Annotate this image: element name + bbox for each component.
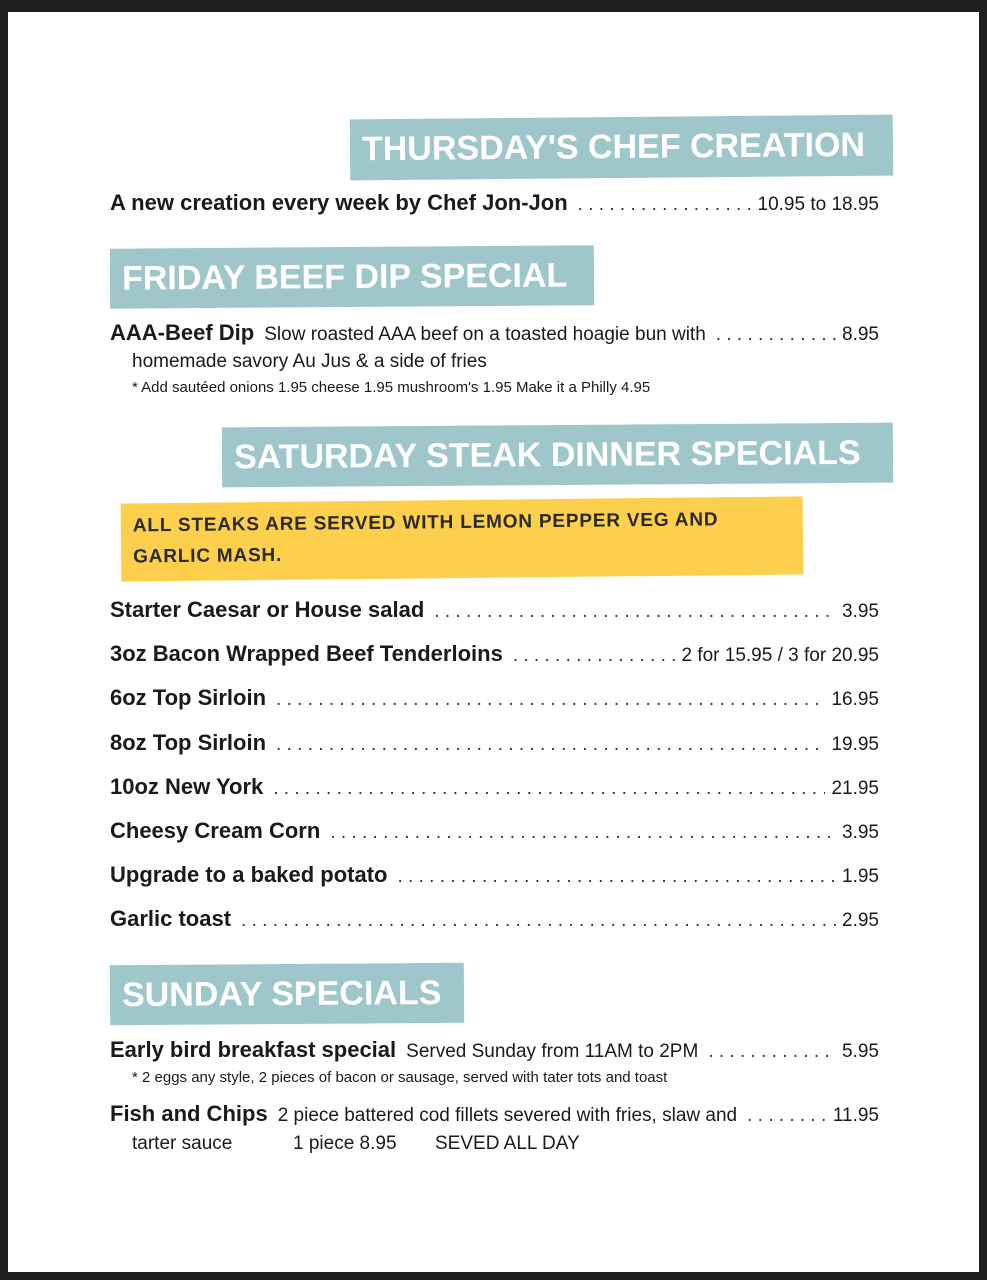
dot-leader (397, 866, 836, 888)
saturday-title: SATURDAY STEAK DINNER SPECIALS (233, 433, 861, 477)
item-single-piece-price: 1 piece 8.95 (293, 1133, 397, 1154)
item-name: Upgrade to a baked potato (110, 862, 388, 887)
menu-item-new-york (110, 774, 879, 800)
item-name: Early bird breakfast special (110, 1037, 397, 1062)
item-price: 8.95 (842, 324, 879, 345)
item-name: 10oz New York (110, 774, 264, 799)
dot-leader (716, 324, 836, 346)
item-price: 11.95 (832, 1105, 879, 1126)
item-name: Starter Caesar or House salad (110, 597, 425, 622)
friday-banner (110, 245, 594, 308)
item-price: 2.95 (842, 910, 879, 931)
dot-leader (708, 1041, 836, 1063)
item-price: 3.95 (842, 601, 879, 622)
item-price: 5.95 (842, 1041, 879, 1062)
item-breakfast-note: * 2 eggs any style, 2 pieces of bacon or sausage, served with tater tots and toast (132, 1069, 668, 1086)
item-served-all-day: SEVED ALL DAY (435, 1133, 580, 1154)
item-price: 2 for 15.95 / 3 for 20.95 (681, 645, 879, 666)
dot-leader (273, 778, 825, 800)
item-name: Fish and Chips (110, 1101, 268, 1126)
menu-item-8oz-sirloin (110, 730, 879, 756)
steak-sides-text: ALL STEAKS ARE SERVED WITH LEMON PEPPER VEG AND GARLIC MASH. (132, 509, 719, 568)
item-name: 6oz Top Sirloin (110, 685, 267, 710)
item-name: AAA-Beef Dip (110, 320, 255, 345)
menu-item-cream-corn (110, 818, 879, 844)
item-name: Cheesy Cream Corn (110, 818, 321, 843)
item-description: 2 piece battered cod fillets severed with fries, slaw and (277, 1105, 738, 1126)
item-description-cont: homemade savory Au Jus & a side of fries (132, 351, 487, 372)
dot-leader (513, 645, 676, 667)
item-addons-note: * Add sautéed onions 1.95 cheese 1.95 mushroom's 1.95 Make it a Philly 4.95 (132, 379, 651, 396)
sunday-banner (110, 963, 464, 1025)
item-description: Slow roasted AAA beef on a toasted hoagie bun with (264, 324, 706, 345)
menu-item-beef-dip (110, 320, 879, 346)
item-description: Served Sunday from 11AM to 2PM (406, 1041, 699, 1062)
menu-item-baked-potato (110, 862, 879, 888)
item-price: 3.95 (842, 822, 879, 843)
item-price: 10.95 to 18.95 (757, 194, 879, 215)
dot-leader (747, 1105, 827, 1127)
thursday-banner (350, 115, 894, 181)
dot-leader (330, 822, 836, 844)
dot-leader (276, 734, 825, 756)
dot-leader (276, 689, 825, 711)
dot-leader (578, 194, 752, 216)
menu-item-chef-creation (110, 190, 879, 216)
item-name: 3oz Bacon Wrapped Beef Tenderloins (110, 641, 503, 666)
item-name: A new creation every week by Chef Jon-Jon (110, 190, 568, 215)
menu-item-6oz-sirloin (110, 685, 879, 711)
friday-title: FRIDAY BEEF DIP SPECIAL (121, 256, 568, 298)
item-name: Garlic toast (110, 906, 232, 931)
item-price: 16.95 (831, 689, 879, 710)
dot-leader (241, 910, 836, 932)
item-description-cont: tarter sauce (132, 1133, 233, 1154)
steak-sides-note (121, 496, 804, 581)
menu-item-garlic-toast (110, 906, 879, 932)
item-price: 21.95 (831, 778, 879, 799)
menu-item-early-bird (110, 1037, 879, 1063)
item-price: 19.95 (831, 734, 879, 755)
saturday-banner (222, 423, 893, 488)
menu-item-tenderloins (110, 641, 879, 667)
item-price: 1.95 (842, 866, 879, 887)
thursday-title: THURSDAY'S CHEF CREATION (361, 125, 866, 169)
item-name: 8oz Top Sirloin (110, 730, 267, 755)
sunday-title: SUNDAY SPECIALS (121, 973, 442, 1015)
menu-item-salad (110, 597, 879, 623)
menu-item-fish-chips (110, 1101, 879, 1127)
dot-leader (434, 601, 836, 623)
